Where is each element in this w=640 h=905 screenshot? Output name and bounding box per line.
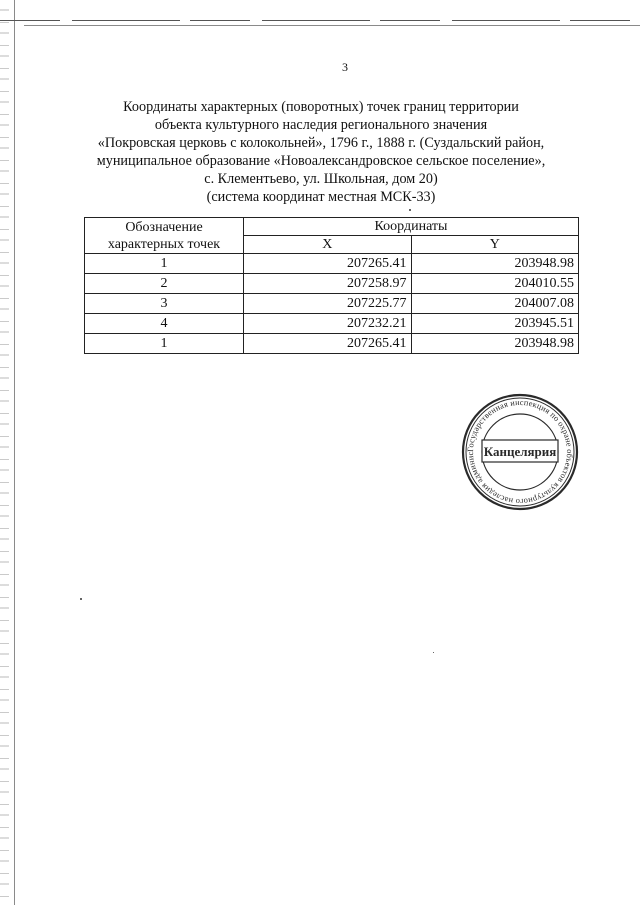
scan-speck xyxy=(80,598,82,600)
scan-top-border-inner xyxy=(24,25,640,26)
document-title xyxy=(96,98,546,206)
header-coordinates: Координаты xyxy=(244,218,579,236)
coordinates-table xyxy=(84,217,579,354)
y-cell: 204010.55 xyxy=(411,274,579,294)
stamp-center-text: Канцелярия xyxy=(483,444,557,459)
x-cell: 207225.77 xyxy=(244,294,412,314)
table-row xyxy=(85,274,579,294)
header-y: Y xyxy=(411,236,579,254)
page-number: 3 xyxy=(342,60,348,74)
x-cell: 207265.41 xyxy=(244,254,412,274)
header-point-designation: Обозначение характерных точек xyxy=(85,218,244,254)
title-line: «Покровская церковь с колокольней», 1796 г., 1888 г. (Суздальский район, xyxy=(97,135,545,151)
stamp-ring-textpath: Государственная инспекция по охране объектов культурного наследия админис xyxy=(465,397,575,507)
table-row xyxy=(85,334,579,354)
y-cell: 203948.98 xyxy=(411,254,579,274)
title-line: объекта культурного наследия регионального значения xyxy=(154,117,488,133)
scan-edge-artifact xyxy=(0,0,9,905)
scan-top-border xyxy=(0,20,640,21)
point-cell: 1 xyxy=(85,254,244,274)
stamp-seal xyxy=(460,392,580,512)
point-cell: 4 xyxy=(85,314,244,334)
point-cell: 1 xyxy=(85,334,244,354)
title-line: муниципальное образование «Новоалександровское сельское поселение», xyxy=(96,153,546,169)
point-cell: 2 xyxy=(85,274,244,294)
x-cell: 207265.41 xyxy=(244,334,412,354)
table-row xyxy=(85,254,579,274)
table-row xyxy=(85,314,579,334)
scan-margin-line xyxy=(14,0,15,905)
y-cell: 203945.51 xyxy=(411,314,579,334)
header-x: X xyxy=(244,236,412,254)
point-cell: 3 xyxy=(85,294,244,314)
x-cell: 207232.21 xyxy=(244,314,412,334)
scan-speck xyxy=(433,652,434,653)
scan-speck xyxy=(409,209,411,211)
title-line: (система координат местная МСК-33) xyxy=(206,189,436,205)
table-header-row xyxy=(85,218,579,236)
office-stamp xyxy=(460,392,580,512)
y-cell: 204007.08 xyxy=(411,294,579,314)
title-line: Координаты характерных (поворотных) точек границ территории xyxy=(123,99,519,115)
x-cell: 207258.97 xyxy=(244,274,412,294)
title-line: с. Клементьево, ул. Школьная, дом 20) xyxy=(204,171,438,187)
table-row xyxy=(85,294,579,314)
y-cell: 203948.98 xyxy=(411,334,579,354)
